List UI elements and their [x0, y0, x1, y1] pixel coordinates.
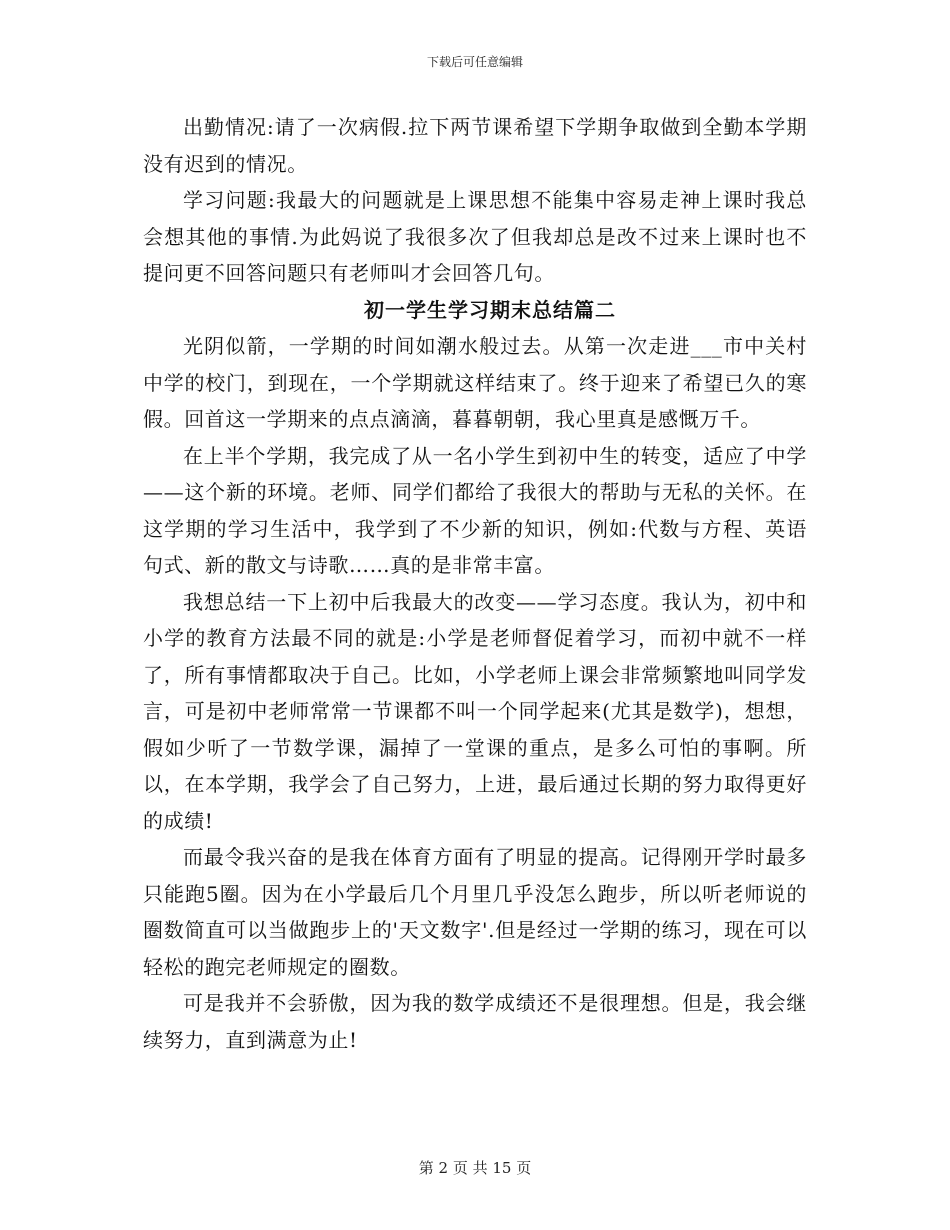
document-body: [143, 109, 807, 1058]
paragraph-sports: 而最令我兴奋的是我在体育方面有了明显的提高。记得刚开学时最多只能跑5圈。因为在小学最后几个月里几乎没怎么跑步，所以听老师说的圈数简直可以当做跑步上的'天文数字'.但是经过一学期的练习，现在可以轻松的跑完老师规定的圈数。: [143, 845, 807, 979]
page-number-footer: 第 2 页 共 15 页: [418, 1159, 532, 1177]
paragraph-attendance: 出勤情况:请了一次病假.拉下两节课希望下学期争取做到全勤本学期没有迟到的情况。: [143, 115, 807, 176]
page-header-note: 下载后可任意编辑: [426, 55, 523, 69]
paragraph-conclusion: 可是我并不会骄傲，因为我的数学成绩还不是很理想。但是，我会继续努力，直到满意为止!: [143, 991, 807, 1052]
paragraph-attitude: 我想总结一下上初中后我最大的改变——学习态度。我认为，初中和小学的教育方法最不同的就是:小学是老师督促着学习，而初中就不一样了，所有事情都取决于自己。比如，小学老师上课会非常频繁地叫同学发言，可是初中老师常常一节课都不叫一个同学起来(尤其是数学)，想想，假如少听了一节数学课，漏掉了一堂课的重点，是多么可怕的事啊。所以，在本学期，我学会了自己努力，上进，最后通过长期的努力取得更好的成绩!: [143, 589, 807, 833]
paragraph-transition: 在上半个学期，我完成了从一名小学生到初中生的转变，适应了中学——这个新的环境。老师、同学们都给了我很大的帮助与无私的关怀。在这学期的学习生活中，我学到了不少新的知识，例如:代数与方程、英语句式、新的散文与诗歌……真的是非常丰富。: [143, 443, 807, 577]
section-title: 初一学生学习期末总结篇二: [364, 297, 616, 322]
paragraph-study-problems: 学习问题:我最大的问题就是上课思想不能集中容易走神上课时我总会想其他的事情.为此妈说了我很多次了但我却总是改不过来上课时也不提问更不回答问题只有老师叫才会回答几句。: [143, 188, 807, 285]
paragraph-intro: 光阴似箭，一学期的时间如潮水般过去。从第一次走进___市中关村中学的校门，到现在，一个学期就这样结束了。终于迎来了希望已久的寒假。回首这一学期来的点点滴滴，暮暮朝朝，我心里真是感慨万千。: [143, 334, 807, 431]
